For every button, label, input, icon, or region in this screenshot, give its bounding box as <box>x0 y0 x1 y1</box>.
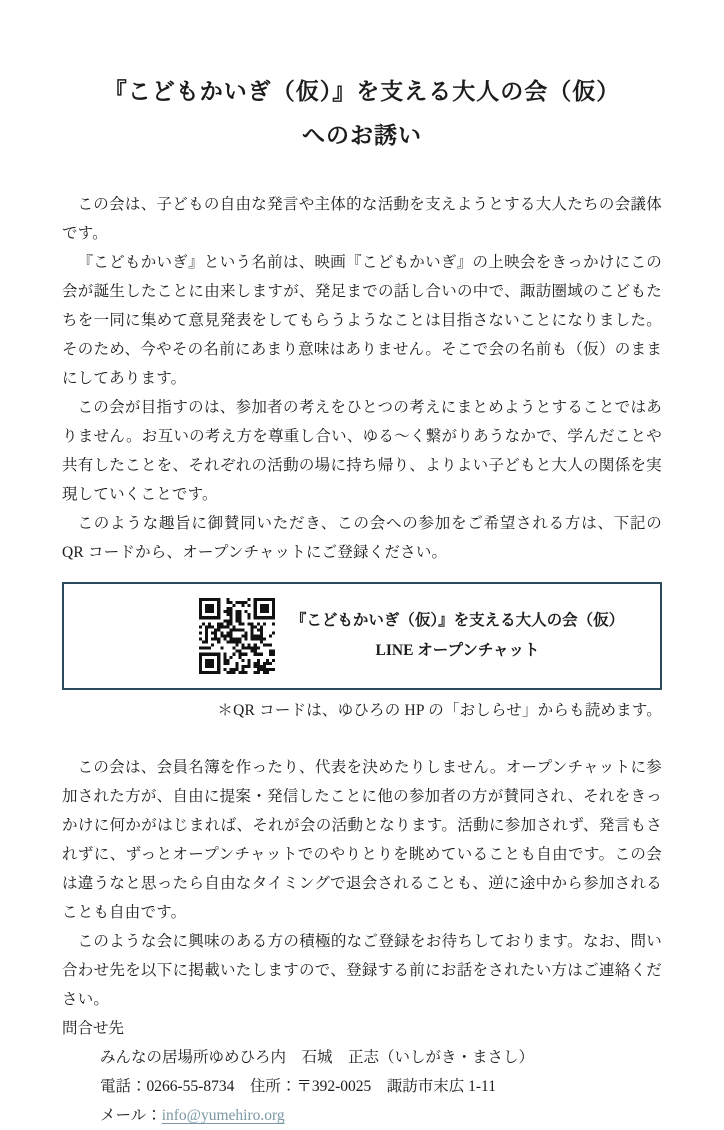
email-link[interactable]: info@yumehiro.org <box>161 1107 285 1124</box>
details-section <box>62 753 662 1014</box>
paragraph-registration-invite: このような趣旨に御賛同いただき、この会への参加をご希望される方は、下記の QR コードから、オープンチャットにご登録ください。 <box>62 515 662 561</box>
paragraph-goal: この会が目指すのは、参加者の考えをひとつの考えにまとめようとすることではありません。お互いの考え方を尊重し合い、ゆる～く繋がりあうなかで、学んだことや共有したことを、それぞれの活動の場に持ち帰り、よりよい子どもと大人の関係を実現していくことです。 <box>62 399 662 503</box>
intro-section <box>62 190 662 567</box>
contact-heading: 問合せ先 <box>62 1020 125 1037</box>
page-title-line1: 『こどもかいぎ（仮）』を支える大人の会（仮） <box>103 79 621 104</box>
paragraph-contact-intro: このような会に興味のある方の積極的なご登録をお待ちしております。なお、問い合わせ先を以下に掲載いたしますので、登録する前にお話をされたい方はご連絡ください。 <box>62 933 662 1008</box>
page-title-line2: へのお誘い <box>302 123 422 148</box>
contact-phone-address-line: 電話：0266-55-8734 住所：〒392‐0025 諏訪市末広 1‐11 <box>100 1078 496 1095</box>
contact-mail-line <box>62 1101 662 1130</box>
paragraph-name-origin: 『こどもかいぎ』という名前は、映画『こどもかいぎ』の上映会をきっかけにこの会が誕生したことに由来しますが、発足までの話し合いの中で、諏訪圏域のこどもたちを一同に集めて意見発表をしてもらうようなことは目指さないことになりました。そのため、今やその名前にあまり意味はありません。そこで会の名前も（仮）のままにしてあります。 <box>62 254 662 387</box>
qr-box-text <box>275 606 660 666</box>
paragraph-membership: この会は、会員名簿を作ったり、代表を決めたりしません。オープンチャットに参加された方が、自由に提案・発信したことに他の参加者の方が賛同され、それをきっかけに何かがはじまれば、それが会の活動となります。活動に参加されず、発言もされずに、ずっとオープンチャットでのやりとりを眺めていることも自由です。この会は違うなと思ったら自由なタイミングで退会されることも、逆に途中から参加されることも自由です。 <box>62 759 662 921</box>
qr-box <box>62 582 662 690</box>
paragraph-overview: この会は、子どもの自由な発言や主体的な活動を支えようとする大人たちの会議体です。 <box>62 196 662 242</box>
page-title <box>62 70 662 158</box>
qr-note: ＊QR コードは、ゆひろの HP の「おしらせ」からも読めます。 <box>217 702 662 719</box>
contact-name-line: みんなの居場所ゆめひろ内 石城 正志（いしがき・まさし） <box>100 1049 535 1066</box>
qr-box-subtitle: LINE オープンチャット <box>375 642 540 659</box>
qr-box-title: 『こどもかいぎ（仮）』を支える大人の会（仮） <box>290 612 625 629</box>
mail-label: メール： <box>100 1107 162 1124</box>
qr-code-icon <box>199 598 275 674</box>
